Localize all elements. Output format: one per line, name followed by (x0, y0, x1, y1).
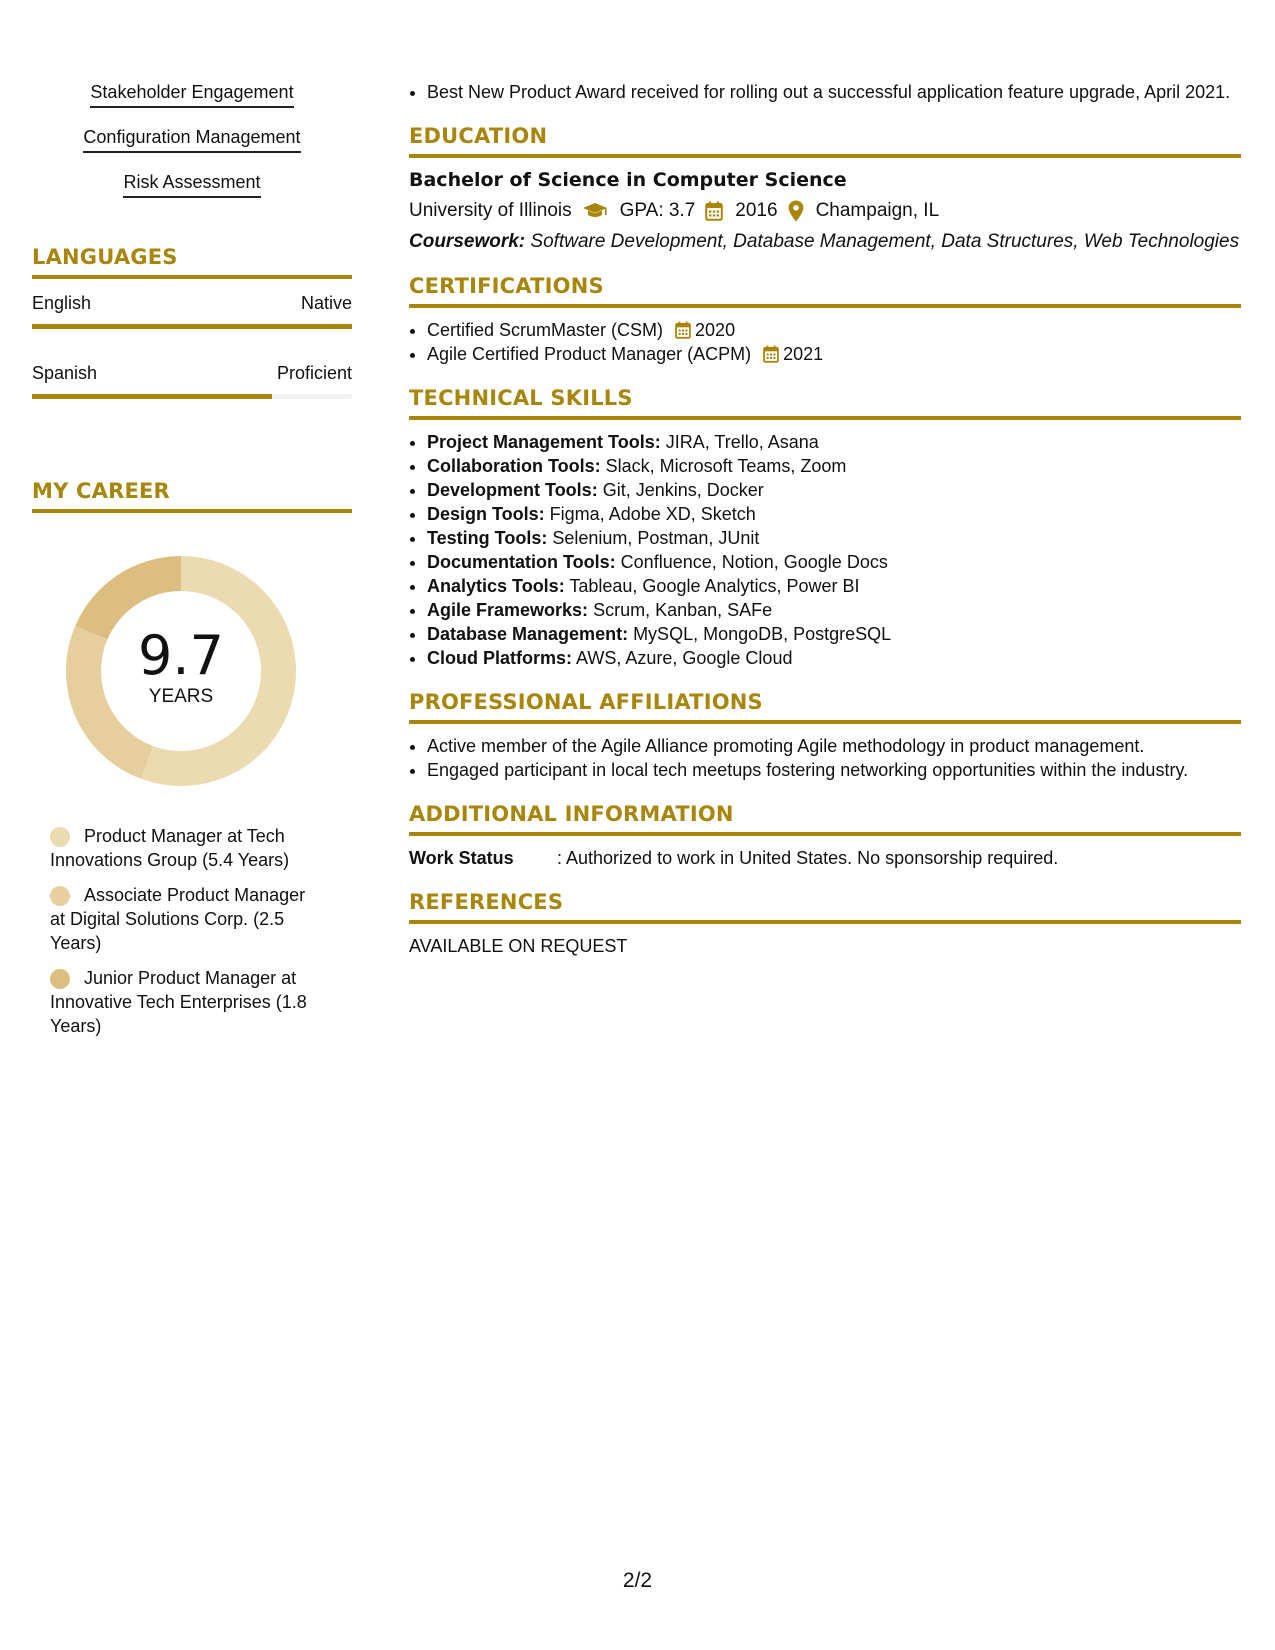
additional-info-section (409, 800, 1241, 870)
coursework-list: Software Development, Database Management, Data Structures, Web Technologies (525, 231, 1240, 252)
technical-skills-list (409, 430, 1241, 670)
legend-dot (50, 827, 70, 847)
skill-label: Design Tools: (427, 504, 545, 524)
languages-title: LANGUAGES (32, 243, 352, 279)
additional-info-title: ADDITIONAL INFORMATION (409, 800, 1241, 836)
affiliation-item: • Active member of the Agile Alliance promoting Agile methodology in product management. (427, 734, 1241, 758)
career-section (32, 477, 352, 1038)
legend-label: Associate Product Manager at Digital Solutions Corp. (2.5 Years) (50, 885, 306, 953)
skill-item (427, 646, 1241, 670)
work-status-row (409, 846, 1241, 870)
skill-item (427, 454, 1241, 478)
skill-tag: Risk Assessment (123, 172, 260, 198)
technical-skills-section (409, 384, 1241, 670)
skill-item (427, 550, 1241, 574)
school-name: University of Illinois (409, 200, 572, 221)
language-bar (32, 394, 352, 399)
languages-section (32, 243, 352, 399)
left-column (32, 82, 352, 1049)
skill-item (427, 478, 1241, 502)
degree: Bachelor of Science in Computer Science (409, 169, 847, 191)
skill-label: Analytics Tools: (427, 576, 565, 596)
award-list (409, 80, 1241, 104)
legend-item (50, 824, 325, 872)
school-location: Champaign, IL (815, 200, 940, 221)
affiliations-title: PROFESSIONAL AFFILIATIONS (409, 688, 1241, 724)
skill-value: AWS, Azure, Google Cloud (572, 648, 793, 668)
career-title: MY CAREER (32, 477, 352, 513)
career-unit: YEARS (148, 686, 214, 707)
skill-label: Project Management Tools: (427, 432, 661, 452)
language-item (32, 292, 352, 329)
right-column (409, 80, 1241, 958)
skill-value: MySQL, MongoDB, PostgreSQL (628, 624, 892, 644)
legend-label: Junior Product Manager at Innovative Tech Enterprises (1.8 Years) (50, 968, 307, 1036)
skill-item (427, 598, 1241, 622)
skill-label: Database Management: (427, 624, 629, 644)
affiliation-item: • Engaged participant in local tech meetups fostering networking opportunities within the industry. (427, 758, 1241, 782)
certification-item (427, 318, 1241, 342)
technical-skills-title: TECHNICAL SKILLS (409, 384, 1241, 420)
skill-value: Figma, Adobe XD, Sketch (544, 504, 756, 524)
skill-label: Testing Tools: (427, 528, 548, 548)
location-pin-icon (788, 200, 804, 222)
skill-label: Agile Frameworks: (427, 600, 589, 620)
legend-item (50, 883, 325, 955)
page-number: 2/2 (622, 1569, 653, 1592)
education-title: EDUCATION (409, 122, 1241, 158)
skill-item (427, 526, 1241, 550)
skill-label: Documentation Tools: (427, 552, 616, 572)
language-bar (32, 324, 352, 329)
education-meta (409, 198, 1241, 224)
language-bar-fill (32, 324, 352, 329)
work-status-value: : Authorized to work in United States. No sponsorship required. (557, 848, 1059, 868)
certification-name: • Certified ScrumMaster (CSM) (427, 320, 664, 340)
skill-value: JIRA, Trello, Asana (660, 432, 819, 452)
references-section (409, 888, 1241, 958)
education-section (409, 122, 1241, 254)
legend-label: Product Manager at Tech Innovations Group (5.4 Years) (50, 826, 290, 870)
language-name: Spanish (32, 363, 98, 383)
career-legend (50, 824, 325, 1038)
skill-value: Scrum, Kanban, SAFe (588, 600, 773, 620)
language-name: English (32, 293, 92, 313)
certifications-title: CERTIFICATIONS (409, 272, 1241, 308)
legend-dot (50, 969, 70, 989)
skill-label: Development Tools: (427, 480, 598, 500)
legend-item (50, 966, 325, 1038)
skill-item (427, 622, 1241, 646)
language-bar-fill (32, 394, 272, 399)
skill-item (427, 430, 1241, 454)
skill-label: Cloud Platforms: (427, 648, 573, 668)
legend-dot (50, 886, 70, 906)
skill-label: Collaboration Tools: (427, 456, 601, 476)
skill-value: Slack, Microsoft Teams, Zoom (600, 456, 847, 476)
certification-item (427, 342, 1241, 366)
language-level: Proficient (276, 363, 352, 383)
award-item: • Best New Product Award received for rolling out a successful application feature upgrade, April 2021. (427, 80, 1241, 104)
coursework-label: Coursework: (409, 231, 526, 252)
calendar-icon (675, 321, 691, 339)
affiliations-section (409, 688, 1241, 782)
career-donut (66, 556, 296, 786)
certification-name: • Agile Certified Product Manager (ACPM) (427, 344, 752, 364)
work-status-label: Work Status (409, 848, 514, 868)
references-text: AVAILABLE ON REQUEST (409, 936, 628, 956)
donut-center (66, 556, 296, 786)
references-title: REFERENCES (409, 888, 1241, 924)
skill-value: Confluence, Notion, Google Docs (615, 552, 888, 572)
skill-item (427, 574, 1241, 598)
skill-value: Git, Jenkins, Docker (597, 480, 764, 500)
career-total: 9.7 (138, 624, 224, 687)
certifications-section (409, 272, 1241, 366)
calendar-icon (705, 201, 723, 221)
calendar-icon (763, 345, 779, 363)
skill-value: Selenium, Postman, JUnit (547, 528, 760, 548)
skill-tags (32, 82, 352, 217)
skill-value: Tableau, Google Analytics, Power BI (564, 576, 860, 596)
certification-year: 2021 (783, 344, 824, 364)
gpa: GPA: 3.7 (619, 200, 696, 221)
certifications-list (409, 318, 1241, 366)
language-item (32, 362, 352, 399)
skill-tag: Configuration Management (83, 127, 300, 153)
graduation-cap-icon (582, 202, 608, 220)
skill-tag: Stakeholder Engagement (90, 82, 293, 108)
coursework (409, 230, 1241, 254)
affiliations-list (409, 734, 1241, 782)
language-level: Native (300, 293, 352, 313)
graduation-year: 2016 (735, 200, 778, 221)
certification-year: 2020 (695, 320, 736, 340)
skill-item (427, 502, 1241, 526)
